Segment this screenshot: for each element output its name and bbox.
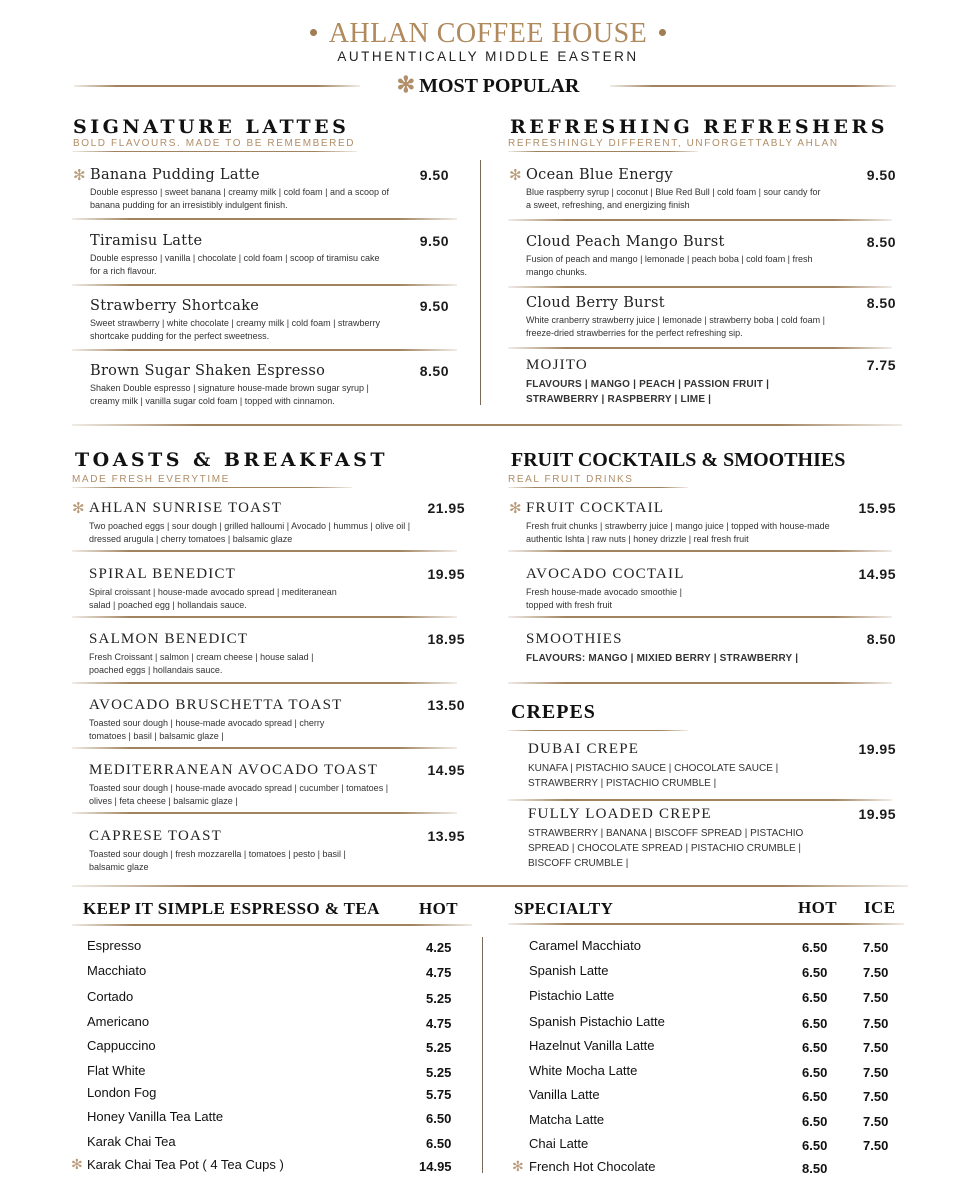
- espresso-hot-price: 5.75: [426, 1087, 452, 1102]
- menu-item: [89, 762, 465, 808]
- espresso-row: Honey Vanilla Tea Latte: [87, 1109, 224, 1124]
- specialty-hot-price: 6.50: [802, 965, 828, 980]
- divider: [72, 550, 457, 552]
- espresso-row: Cappuccino: [87, 1038, 156, 1053]
- specialty-hot-price: 6.50: [802, 940, 828, 955]
- specialty-hot-price: 6.50: [802, 990, 828, 1005]
- menu-item: [528, 806, 896, 871]
- bullet-dot-icon: [659, 29, 666, 36]
- divider: [508, 550, 892, 552]
- menu-item: [509, 500, 896, 546]
- menu-item: [526, 234, 896, 279]
- espresso-hot-price: 14.95: [419, 1159, 452, 1174]
- menu-item: [90, 233, 465, 278]
- item-description: Toasted sour dough | fresh mozzarella | tomatoes | pesto | basil | balsamic glaze: [89, 849, 346, 872]
- espresso-hot-price: 6.50: [426, 1111, 452, 1126]
- item-name: AHLAN SUNRISE TOAST: [89, 500, 283, 516]
- item-price: 8.50: [866, 631, 896, 647]
- divider: [508, 682, 892, 684]
- item-description: Sweet strawberry | white chocolate | creamy milk | cold foam | strawberry shortcake pudding for the perfect sweetness.: [90, 318, 380, 341]
- item-description: Fusion of peach and mango | lemonade | peach boba | cold foam | fresh mango chunks.: [526, 254, 813, 277]
- section-title-fruit: FRUIT COCKTAILS & SMOOTHIES: [511, 449, 846, 471]
- bullet-dot-icon: [310, 29, 317, 36]
- menu-item: [526, 295, 896, 340]
- specialty-ice-price: 7.50: [863, 1016, 889, 1031]
- specialty-hot-price: 6.50: [802, 1016, 828, 1031]
- section-underline: [72, 151, 357, 152]
- espresso-hot-price: 5.25: [426, 991, 452, 1006]
- item-price: 9.50: [866, 167, 896, 183]
- menu-item: [526, 357, 896, 407]
- divider: [508, 347, 892, 349]
- menu-item: [89, 697, 465, 743]
- specialty-hot-price: 6.50: [802, 1040, 828, 1055]
- specialty-hot-price: 6.50: [802, 1089, 828, 1104]
- tagline: AUTHENTICALLY MIDDLE EASTERN: [337, 49, 639, 64]
- section-title-espresso: KEEP IT SIMPLE ESPRESSO & TEA: [83, 899, 380, 918]
- column-header-ice: ICE: [864, 898, 896, 917]
- section-underline: [508, 151, 698, 152]
- item-name: Cloud Berry Burst: [526, 295, 665, 311]
- specialty-row: Matcha Latte: [529, 1112, 605, 1127]
- menu-item: [509, 167, 896, 212]
- espresso-hot-price: 5.25: [426, 1040, 452, 1055]
- section-title-lattes: SIGNATURE LATTES: [73, 116, 350, 138]
- espresso-row: Karak Chai Tea Pot ( 4 Tea Cups ): [87, 1157, 284, 1172]
- specialty-row: French Hot Chocolate: [529, 1159, 656, 1174]
- espresso-row: Macchiato: [87, 963, 147, 978]
- asterisk-star-icon: ✻: [396, 72, 416, 97]
- section-separator: [72, 885, 908, 887]
- asterisk-star-icon: ✻: [73, 167, 86, 184]
- divider: [72, 616, 457, 618]
- menu-item: [72, 500, 465, 546]
- item-description: Two poached eggs | sour dough | grilled halloumi | Avocado | hummus | olive oil | dressed arugula | cherry tomatoes | balsamic glaze: [89, 521, 411, 544]
- item-price: 14.95: [427, 762, 465, 778]
- section-underline: [508, 487, 688, 488]
- espresso-row: Flat White: [87, 1063, 146, 1078]
- espresso-hot-price: 5.25: [426, 1065, 452, 1080]
- section-title-specialty: SPECIALTY: [514, 899, 614, 918]
- divider: [72, 812, 457, 814]
- item-description: STRAWBERRY | BANANA | BISCOFF SPREAD | PISTACHIO SPREAD | CHOCOLATE SPREAD | PISTACHIO CRUMBLE | BISCOFF CRUMBLE |: [528, 828, 804, 869]
- item-description: FLAVOURS | MANGO | PEACH | PASSION FRUIT | STRAWBERRY | RASPBERRY | LIME |: [526, 379, 770, 405]
- menu-item: [526, 566, 896, 612]
- item-name: MOJITO: [526, 357, 588, 373]
- item-description: Spiral croissant | house-made avocado spread | mediteranean salad | poached egg | hollandais sauce.: [89, 587, 337, 610]
- item-name: Cloud Peach Mango Burst: [526, 234, 725, 250]
- item-name: MEDITERRANEAN AVOCADO TOAST: [89, 762, 379, 778]
- specialty-row: Pistachio Latte: [529, 988, 615, 1003]
- specialty-ice-price: 7.50: [863, 1114, 889, 1129]
- item-name: FULLY LOADED CREPE: [528, 806, 712, 822]
- item-price: 9.50: [419, 298, 449, 314]
- specialty-row: Hazelnut Vanilla Latte: [529, 1038, 655, 1053]
- asterisk-star-icon: ✻: [71, 1156, 83, 1172]
- header-underline: [72, 924, 472, 926]
- most-popular-banner: [0, 72, 976, 98]
- item-description: KUNAFA | PISTACHIO SAUCE | CHOCOLATE SAUCE | STRAWBERRY | PISTACHIO CRUMBLE |: [528, 763, 779, 789]
- column-divider: [482, 937, 483, 1173]
- espresso-row: Karak Chai Tea: [87, 1134, 176, 1149]
- item-name: Brown Sugar Shaken Espresso: [90, 363, 326, 379]
- item-price: 19.95: [858, 806, 896, 822]
- menu-item: [89, 828, 465, 874]
- espresso-row: Espresso: [87, 938, 142, 953]
- specialty-row: White Mocha Latte: [529, 1063, 638, 1078]
- specialty-hot-price: 6.50: [802, 1114, 828, 1129]
- item-name: FRUIT COCKTAIL: [526, 500, 665, 516]
- specialty-ice-price: 7.50: [863, 965, 889, 980]
- column-header-hot: HOT: [798, 898, 837, 917]
- espresso-hot-price: 4.75: [426, 965, 452, 980]
- item-name: SALMON BENEDICT: [89, 631, 249, 647]
- divider: [72, 747, 457, 749]
- specialty-row: Spanish Pistachio Latte: [529, 1014, 665, 1029]
- espresso-hot-price: 4.25: [426, 940, 452, 955]
- section-title-crepes: CREPES: [511, 701, 596, 723]
- item-description: Toasted sour dough | house-made avocado spread | cucumber | tomatoes | olives | feta cheese | balsamic glaze |: [89, 783, 389, 806]
- item-description: Fresh fruit chunks | strawberry juice | mango juice | topped with house-made authentic Ishta | raw nuts | honey drizzle | real fresh fruit: [526, 521, 830, 544]
- espresso-row: Americano: [87, 1014, 150, 1029]
- espresso-hot-price: 6.50: [426, 1136, 452, 1151]
- item-description: Blue raspberry syrup | coconut | Blue Red Bull | cold foam | sour candy for a sweet, refreshing, and energizing finish: [526, 187, 821, 210]
- item-price: 7.75: [866, 357, 896, 373]
- divider: [72, 349, 457, 351]
- item-name: SMOOTHIES: [526, 631, 623, 647]
- menu-item: [89, 631, 465, 677]
- divider: [72, 284, 457, 286]
- item-price: 15.95: [858, 500, 896, 516]
- item-price: 21.95: [427, 500, 465, 516]
- specialty-ice-price: 7.50: [863, 1138, 889, 1153]
- item-description: Double espresso | sweet banana | creamy milk | cold foam | and a scoop of banana pudding for an irresistibly indulgent finish.: [90, 187, 390, 210]
- specialty-row: Spanish Latte: [529, 963, 609, 978]
- section-subtitle-lattes: BOLD FLAVOURS. MADE TO BE REMEMBERED: [73, 138, 356, 149]
- specialty-ice-price: 7.50: [863, 990, 889, 1005]
- section-title-toasts: TOASTS & BREAKFAST: [75, 449, 388, 471]
- brand-title: [0, 18, 976, 50]
- item-name: CAPRESE TOAST: [89, 828, 222, 844]
- item-description: Fresh house-made avocado smoothie | topped with fresh fruit: [526, 587, 682, 610]
- item-price: 8.50: [419, 363, 449, 379]
- item-name: SPIRAL BENEDICT: [89, 566, 237, 582]
- divider: [508, 286, 892, 288]
- item-price: 18.95: [427, 631, 465, 647]
- section-subtitle-fruit: REAL FRUIT DRINKS: [508, 474, 634, 485]
- item-name: Ocean Blue Energy: [526, 167, 674, 183]
- asterisk-star-icon: ✻: [509, 167, 522, 184]
- item-price: 9.50: [419, 233, 449, 249]
- section-subtitle-toasts: MADE FRESH EVERYTIME: [72, 474, 230, 485]
- asterisk-star-icon: ✻: [512, 1158, 524, 1174]
- section-separator: [72, 424, 902, 426]
- item-description: Toasted sour dough | house-made avocado spread | cherry tomatoes | basil | balsamic glaze |: [89, 718, 325, 741]
- divider: [508, 616, 892, 618]
- item-name: Strawberry Shortcake: [90, 298, 260, 314]
- menu-item: [89, 566, 465, 612]
- menu-item: [90, 298, 465, 343]
- item-name: AVOCADO BRUSCHETTA TOAST: [89, 697, 343, 713]
- asterisk-star-icon: ✻: [509, 500, 522, 517]
- espresso-row: Cortado: [87, 989, 134, 1004]
- divider: [508, 799, 892, 801]
- item-price: 9.50: [419, 167, 449, 183]
- specialty-hot-price: 6.50: [802, 1065, 828, 1080]
- section-subtitle-refreshers: REFRESHINGLY DIFFERENT, UNFORGETTABLY AHLAN: [508, 138, 839, 149]
- asterisk-star-icon: ✻: [72, 500, 85, 517]
- menu-item: [73, 167, 465, 212]
- section-title-refreshers: REFRESHING REFRESHERS: [510, 116, 889, 138]
- section-underline: [72, 487, 352, 488]
- item-price: 13.50: [427, 697, 465, 713]
- specialty-hot-price: 8.50: [802, 1161, 828, 1176]
- section-underline: [508, 730, 688, 731]
- espresso-hot-price: 4.75: [426, 1016, 452, 1031]
- espresso-row: London Fog: [87, 1085, 157, 1100]
- column-divider: [480, 160, 481, 405]
- item-price: 19.95: [858, 741, 896, 757]
- menu-item: [528, 741, 896, 791]
- menu-item: [90, 363, 465, 408]
- item-description: Fresh Croissant | salmon | cream cheese | house salad | poached eggs | hollandais sauce.: [89, 652, 314, 675]
- brand-name: AHLAN COFFEE HOUSE: [328, 18, 648, 49]
- menu-item: [526, 631, 896, 666]
- specialty-ice-price: 7.50: [863, 940, 889, 955]
- item-price: 8.50: [866, 295, 896, 311]
- item-description: White cranberry strawberry juice | lemonade | strawberry boba | cold foam | freeze-dried strawberries for the perfect refreshing sip.: [526, 315, 825, 338]
- item-description: Double espresso | vanilla | chocolate | cold foam | scoop of tiramisu cake for a rich flavour.: [90, 253, 380, 276]
- divider: [72, 218, 457, 220]
- specialty-row: Chai Latte: [529, 1136, 589, 1151]
- divider: [72, 682, 457, 684]
- item-name: DUBAI CREPE: [528, 741, 640, 757]
- item-price: 14.95: [858, 566, 896, 582]
- divider: [508, 219, 892, 221]
- item-description: FLAVOURS: MANGO | MIXIED BERRY | STRAWBERRY |: [526, 653, 799, 664]
- specialty-ice-price: 7.50: [863, 1089, 889, 1104]
- specialty-hot-price: 6.50: [802, 1138, 828, 1153]
- specialty-row: Vanilla Latte: [529, 1087, 600, 1102]
- item-description: Shaken Double espresso | signature house-made brown sugar syrup | creamy milk | vanilla sugar cold foam | topped with cinnamon.: [90, 383, 369, 406]
- specialty-ice-price: 7.50: [863, 1040, 889, 1055]
- item-name: AVOCADO COCTAIL: [526, 566, 685, 582]
- item-name: Tiramisu Latte: [90, 233, 203, 249]
- item-price: 13.95: [427, 828, 465, 844]
- banner-label: MOST POPULAR: [419, 75, 580, 97]
- specialty-ice-price: 7.50: [863, 1065, 889, 1080]
- specialty-row: Caramel Macchiato: [529, 938, 641, 953]
- column-header-hot: HOT: [419, 899, 458, 918]
- item-name: Banana Pudding Latte: [90, 167, 260, 183]
- item-price: 19.95: [427, 566, 465, 582]
- header-underline: [508, 923, 904, 925]
- item-price: 8.50: [866, 234, 896, 250]
